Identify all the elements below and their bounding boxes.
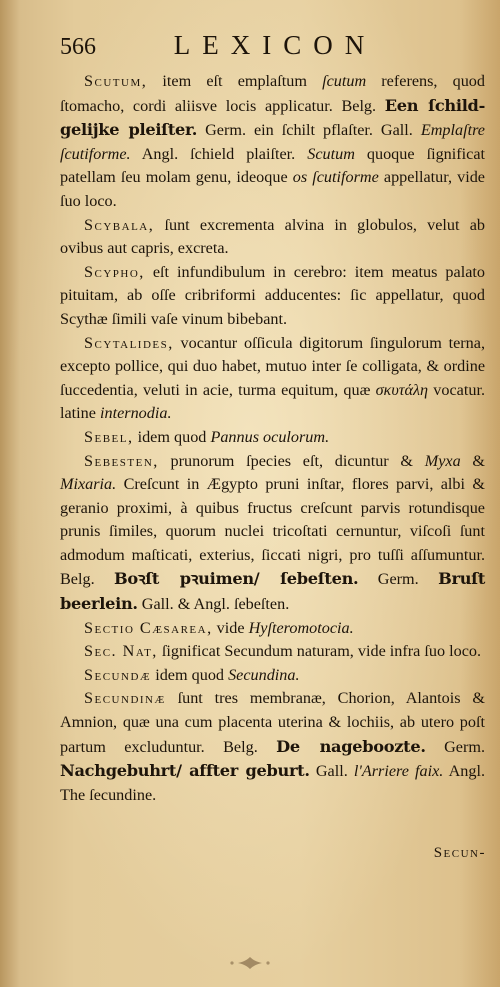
blackletter-text: Boꝛſt pꝛuimen/ ſebeſten. [114,569,359,589]
dictionary-body [60,70,485,807]
headword: Scutum, [84,72,148,90]
printer-ornament-icon [220,955,280,971]
entry-sebesten: Sebesten, prunorum ſpecies eſt, dicuntur & Myxa & Mixaria. Creſcunt in Ægypto pruni inſtar, flores parvi, albi & geranio proximi, à quibus fructus creſcunt parvis rotundisque prunis ſimiles, quorum nuclei tricoſtati cernuntur, viſcoſi ſunt admodum maſticati, exterius, ſiccati nigri, pro tuſſi aſſumuntur. Belg. Boꝛſt pꝛuimen/ ſebeſten. Germ. Bruſt beerlein. Gall. & Angl. ſebeſten. [60,451,486,614]
entry-scytalides: Scytalides, vocantur oſſicula digitorum ſingulorum terna, excepto pollice, qui duo habet, mutuo inter ſe colligata, & ordine ſuccedentia, veluti in acie, turma equitum, quæ σκυτάλη vocatur. latine internodia. [60,333,485,423]
headword: Scypho, [84,262,145,281]
entry-scybala: Scybala, ſunt excrementa alvina in globulos, velut ab ovibus aut capris, excreta. [60,215,485,258]
running-title: LEXICON [173,30,377,60]
page-header [60,30,440,61]
greek-word: σκυτάλη [375,380,429,399]
entry-secundae: Secundæ idem quod Secundina. [84,665,300,684]
entry-secundinae: Secundinæ ſunt tres membranæ, Chorion, Alantois & Amnion, quæ una cum placenta uterina & lochiis, ab utero poſt partum excluduntur. Belg. De nageboozte. Germ. Nachgebuhrt/ affter geburt. Gall. l'Arriere faix. Angl. The ſecundine. [60,689,485,804]
headword: Sebel, [84,427,134,446]
page-number: 566 [60,34,96,60]
entry-scypho: Scypho, eſt infundibulum in cerebro: item meatus palato pituitam, ab oſſe cribriformi adducentes: ſic appellatur, quod Scythæ ſimili vaſe vinum bibebant. [60,262,485,328]
headword: Sec. Nat, [84,642,158,661]
blackletter-text: Een ſchild-gelijke pleiſter. [60,95,485,140]
entry-sectio-caesarea: Sectio Cæsarea, vide Hyſteromotocia. [84,618,354,637]
blackletter-text: Bruſt beerlein. [60,569,486,614]
entry-sec-nat: Sec. Nat, ſignificat Secundum naturam, vide infra ſuo loco. [84,642,482,661]
headword: Secundinæ [84,689,166,708]
blackletter-text: De nageboozte. [276,736,426,756]
headword: Sectio Cæsarea, [84,618,213,637]
headword: Secundæ [84,665,152,684]
catchword: Secun- [433,845,486,861]
headword: Scytalides, [84,333,174,352]
headword: Scybala, [84,215,155,234]
headword: Sebesten, [84,451,159,470]
entry-scutum: Scutum, item eſt emplaſtum ſcutum referens, quod ſtomacho, cordi aliisve locis applicatur. Belg. Een ſchild-gelijke pleiſter. Germ. ein ſchilt pflaſter. Gall. Emplaſtre ſcutiforme. Angl. ſchield plaiſter. Scutum quoque ſignificat patellam ſeu molam genu, ideoque os ſcutiforme appellatur, vide ſuo loco. [60,72,486,210]
blackletter-text: Nachgebuhrt/ affter geburt. [60,761,310,781]
entry-sebel: Sebel, idem quod Pannus oculorum. [84,427,330,446]
